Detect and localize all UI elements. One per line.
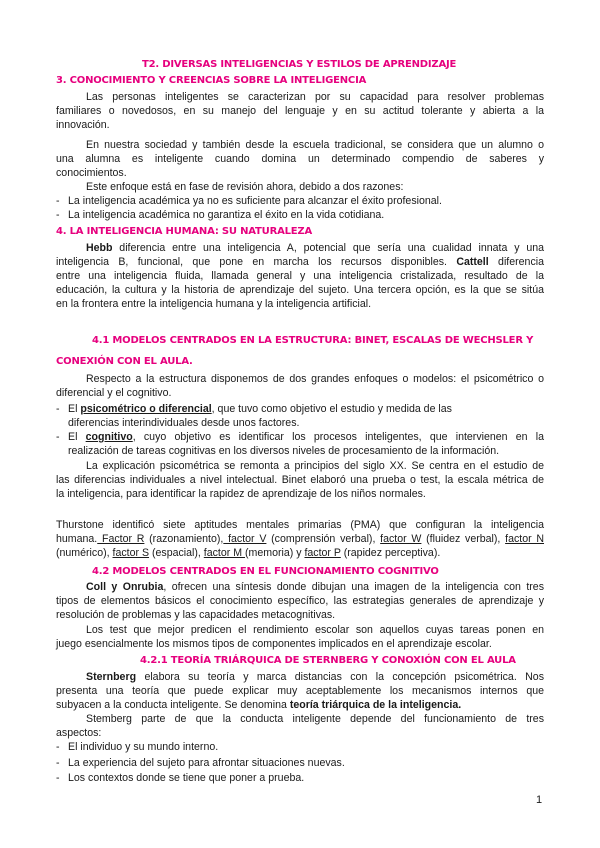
thurstone-line-1: Thurstone identificó siete aptitudes mentales primarias (PMA) que configuran la inteligencia [56, 519, 544, 531]
page-number: 1 [536, 794, 543, 806]
list-item-cont: realización de tareas cognitivas en los diversos niveles de procesamiento de la información. [68, 445, 500, 457]
s3-p2-line-2: una alumna es inteligente cuando domina un determinado compendio de saberes y [56, 153, 544, 165]
s421-p2-line-1: Stemberg parte de que la conducta inteligente depende del funcionamiento de tres [86, 713, 544, 725]
s41-p1-line-2: diferencial y el cognitivo. [56, 387, 172, 399]
s41-p2-line-2: las diferencias individuales a nivel intelectual. Binet elaboró una prueba o test, la escala métrica de [56, 474, 544, 486]
s41-p2-line-1: La explicación psicométrica se remonta a principios del siglo XX. Se centra en el estudio de [86, 460, 544, 472]
s3-p2-line-3: conocimientos. [56, 167, 127, 179]
list-item: - La inteligencia académica ya no es suficiente para alcanzar el éxito profesional. [56, 195, 442, 207]
list-item: - El individuo y su mundo interno. [56, 741, 219, 753]
s4-line-3: entre una inteligencia fluida, llamada general y una inteligencia cristalizada, resultado de la [56, 270, 544, 282]
s4-line-1: Hebb diferencia entre una inteligencia A, potencial que sería una cualidad innata y una [86, 242, 544, 254]
s421-line-3: subyacen a la conducta inteligente. Se denomina teoría triárquica de la inteligencia. [56, 699, 462, 711]
section-4-1-heading-cont: CONEXIÓN CON EL AULA. [56, 356, 193, 367]
section-4-1-heading: 4.1 MODELOS CENTRADOS EN LA ESTRUCTURA: BINET, ESCALAS DE WECHSLER Y [92, 335, 534, 346]
s421-p2-line-2: aspectos: [56, 727, 102, 739]
section-4-2-1-heading: 4.2.1 TEORÍA TRIÁRQUICA DE STERNBERG Y CONOXIÓN CON EL AULA [140, 655, 516, 666]
s4-line-2: inteligencia B, funcional, que pone en marcha los recursos disponibles. Cattell diferencia [56, 256, 544, 268]
list-item: - La experiencia del sujeto para afrontar situaciones nuevas. [56, 757, 345, 769]
s421-line-2: presenta una teoría que puede explicar muy aceptablemente los mecanismos internos que [56, 685, 544, 697]
s3-p3: Este enfoque está en fase de revisión ahora, debido a dos razones: [86, 181, 404, 193]
s3-p1-line-2: familiares o novedosos, en su manejo del lenguaje y en su actitud tolerante y abierta a la [56, 105, 544, 117]
section-4-heading: 4. LA INTELIGENCIA HUMANA: SU NATURALEZA [56, 226, 313, 237]
s421-line-1: Sternberg elabora su teoría y marca distancias con la concepción psicométrica. Nos [86, 671, 544, 683]
list-item: - El cognitivo, cuyo objetivo es identificar los procesos inteligentes, que intervienen en la [56, 431, 544, 443]
list-item: - Los contextos donde se tiene que poner a prueba. [56, 772, 305, 784]
s3-p1-line-3: innovación. [56, 119, 110, 131]
s41-p1-line-1: Respecto a la estructura disponemos de dos grandes enfoques o modelos: el psicométrico o [86, 373, 544, 385]
s4-line-5: en la frontera entre la inteligencia humana y la inteligencia artificial. [56, 298, 372, 310]
list-item: - La inteligencia académica no garantiza el éxito en la vida cotidiana. [56, 209, 385, 221]
section-4-2-heading: 4.2 MODELOS CENTRADOS EN EL FUNCIONAMIENTO COGNITIVO [92, 566, 439, 577]
list-item-cont: diferencias interindividuales desde unos factores. [68, 417, 300, 429]
section-3-heading: 3. CONOCIMIENTO Y CREENCIAS SOBRE LA INTELIGENCIA [56, 75, 367, 86]
document-title: T2. DIVERSAS INTELIGENCIAS Y ESTILOS DE APRENDIZAJE [142, 59, 457, 70]
s3-p1-line-1: Las personas inteligentes se caracterizan por su capacidad para resolver problemas [86, 91, 544, 103]
s42-p2-line-2: juego esencialmente los mismos tipos de componentes implicados en el aprendizaje escolar. [56, 638, 492, 650]
list-item: - El psicométrico o diferencial, que tuvo como objetivo el estudio y medida de las [56, 403, 452, 415]
s4-line-4: educación, la cultura y la historia de aprendizaje del sujeto. Una tercera opción, es la que se sitúa [56, 284, 544, 296]
thurstone-line-3: (numérico), factor S (espacial), factor M (memoria) y factor P (rapidez perceptiva). [56, 547, 441, 559]
s42-line-2: tipos de elementos básicos el conocimiento específico, las estrategias generales de aprendizaje y [56, 595, 544, 607]
s42-line-3: resolución de problemas y las capacidades metacognitivas. [56, 609, 336, 621]
thurstone-line-2: humana. Factor R (razonamiento), factor V (comprensión verbal), factor W (fluidez verbal), factor N [56, 533, 545, 545]
s42-line-1: Coll y Onrubia, ofrecen una síntesis donde dibujan una imagen de la inteligencia con tres [86, 581, 544, 593]
s42-p2-line-1: Los test que mejor predicen el rendimiento escolar son aquellos cuyas tareas ponen en [86, 624, 544, 636]
s3-p2-line-1: En nuestra sociedad y también desde la escuela tradicional, se considera que un alumno o [86, 139, 544, 151]
s41-p2-line-3: la inteligencia, para identificar la rapidez de aprendizaje de los niños normales. [56, 488, 426, 500]
